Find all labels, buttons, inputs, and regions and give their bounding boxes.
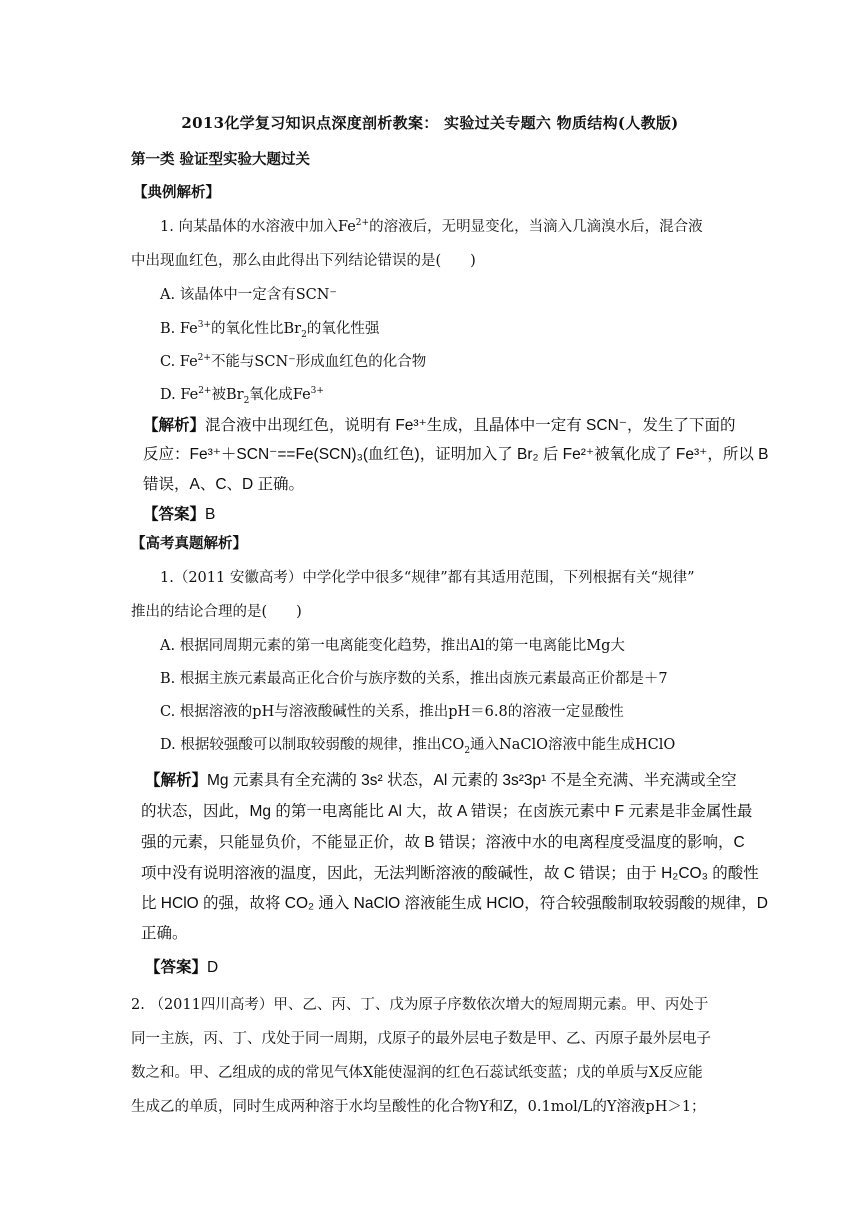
q2-stem-line-1: 1.（2011 安徽高考）中学化学中很多“规律”都有其适用范围，下列根据有关“规律” [160, 570, 695, 586]
q2-analysis-line-4: 项中没有说明溶液的温度，因此，无法判断溶液的酸碱性，故 C 错误；由于 H₂CO₃ 的酸性 [141, 865, 759, 882]
q1-analysis-line-3: 错误，A、C、D 正确。 [143, 476, 305, 493]
section-heading: 第一类 验证型实验大题过关 [131, 151, 311, 168]
q2-stem-line-2: 推出的结论合理的是( ) [131, 604, 302, 620]
q2-answer: 【答案】D [145, 959, 219, 976]
q1-answer: 【答案】B [143, 506, 216, 523]
q1-analysis-line-2: 反应：Fe³⁺＋SCN⁻==Fe(SCN)₃(血红色)，证明加入了 Br₂ 后 Fe²⁺被氧化成了 Fe³⁺，所以 B [143, 446, 769, 463]
q2-analysis-line-2: 的状态，因此，Mg 的第一电离能比 Al 大，故 A 错误；在卤族元素中 F 元素是非金属性最 [141, 803, 753, 820]
q2-option-b: B. 根据主族元素最高正化合价与族序数的关系，推出卤族元素最高正价都是＋7 [160, 671, 668, 687]
q2-analysis-line-6: 正确。 [141, 925, 188, 942]
q2-analysis-line-5: 比 HClO 的强，故将 CO₂ 通入 NaClO 溶液能生成 HClO，符合较强酸制取较弱酸的规律，D [141, 895, 768, 912]
q2-analysis-line-3: 强的元素，只能显负价，不能显正价，故 B 错误；溶液中水的电离程度受温度的影响，C [141, 834, 745, 851]
typical-example-heading: 【典例解析】 [133, 184, 220, 201]
q1-stem-line-1: 1. 向某晶体的水溶液中加入$Fe^{2+}$的溶液后，无明显变化，当滴入几滴溴水后，混合液 [160, 218, 703, 235]
q1-option-b: B. $Fe^{3+}$的氧化性比$Br_2$的氧化性强 [160, 320, 380, 340]
q3-stem-line-4: 生成乙的单质，同时生成两种溶于水均呈酸性的化合物Y和Z，0.1mol/L的Y溶液pH＞1； [131, 1099, 706, 1115]
q3-stem-line-3: 数之和。甲、乙组成的成的常见气体X能使湿润的红色石蕊试纸变蓝；戊的单质与X反应能 [131, 1065, 703, 1081]
exam-questions-heading: 【高考真题解析】 [131, 535, 247, 552]
q3-stem-line-1: 2. （2011四川高考）甲、乙、丙、丁、戊为原子序数依次增大的短周期元素。甲、丙处于 [131, 997, 709, 1013]
q2-analysis-line-1: 【解析】Mg 元素具有全充满的 3s² 状态，Al 元素的 3s²3p¹ 不是全充满、半充满或全空 [145, 772, 737, 789]
q3-stem-line-2: 同一主族，丙、丁、戊处于同一周期，戊原子的最外层电子数是甲、乙、丙原子最外层电子 [131, 1031, 711, 1047]
q1-stem-line-2: 中出现血红色，那么由此得出下列结论错误的是( ) [131, 253, 476, 269]
q1-analysis-line-1: 【解析】混合液中出现红色，说明有 Fe³⁺生成，且晶体中一定有 SCN⁻，发生了下面的 [143, 417, 736, 434]
q2-option-d: D. 根据较强酸可以制取较弱酸的规律，推出$CO_2$通入NaClO溶液中能生成HClO [160, 737, 676, 756]
q2-option-a: A. 根据同周期元素的第一电离能变化趋势，推出Al的第一电离能比Mg大 [160, 638, 625, 654]
q2-option-c: C. 根据溶液的pH与溶液酸碱性的关系，推出pH＝6.8的溶液一定显酸性 [160, 704, 624, 720]
document-title: 2013化学复习知识点深度剖析教案： 实验过关专题六 物质结构(人教版) [181, 114, 679, 132]
q1-option-c: C. $Fe^{2+}$不能与SCN⁻形成血红色的化合物 [160, 353, 427, 370]
q1-option-d: D. $Fe^{2+}$被$Br_2$氧化成$Fe^{3+}$ [160, 386, 324, 406]
q1-option-a: A. 该晶体中一定含有SCN⁻ [160, 287, 338, 303]
